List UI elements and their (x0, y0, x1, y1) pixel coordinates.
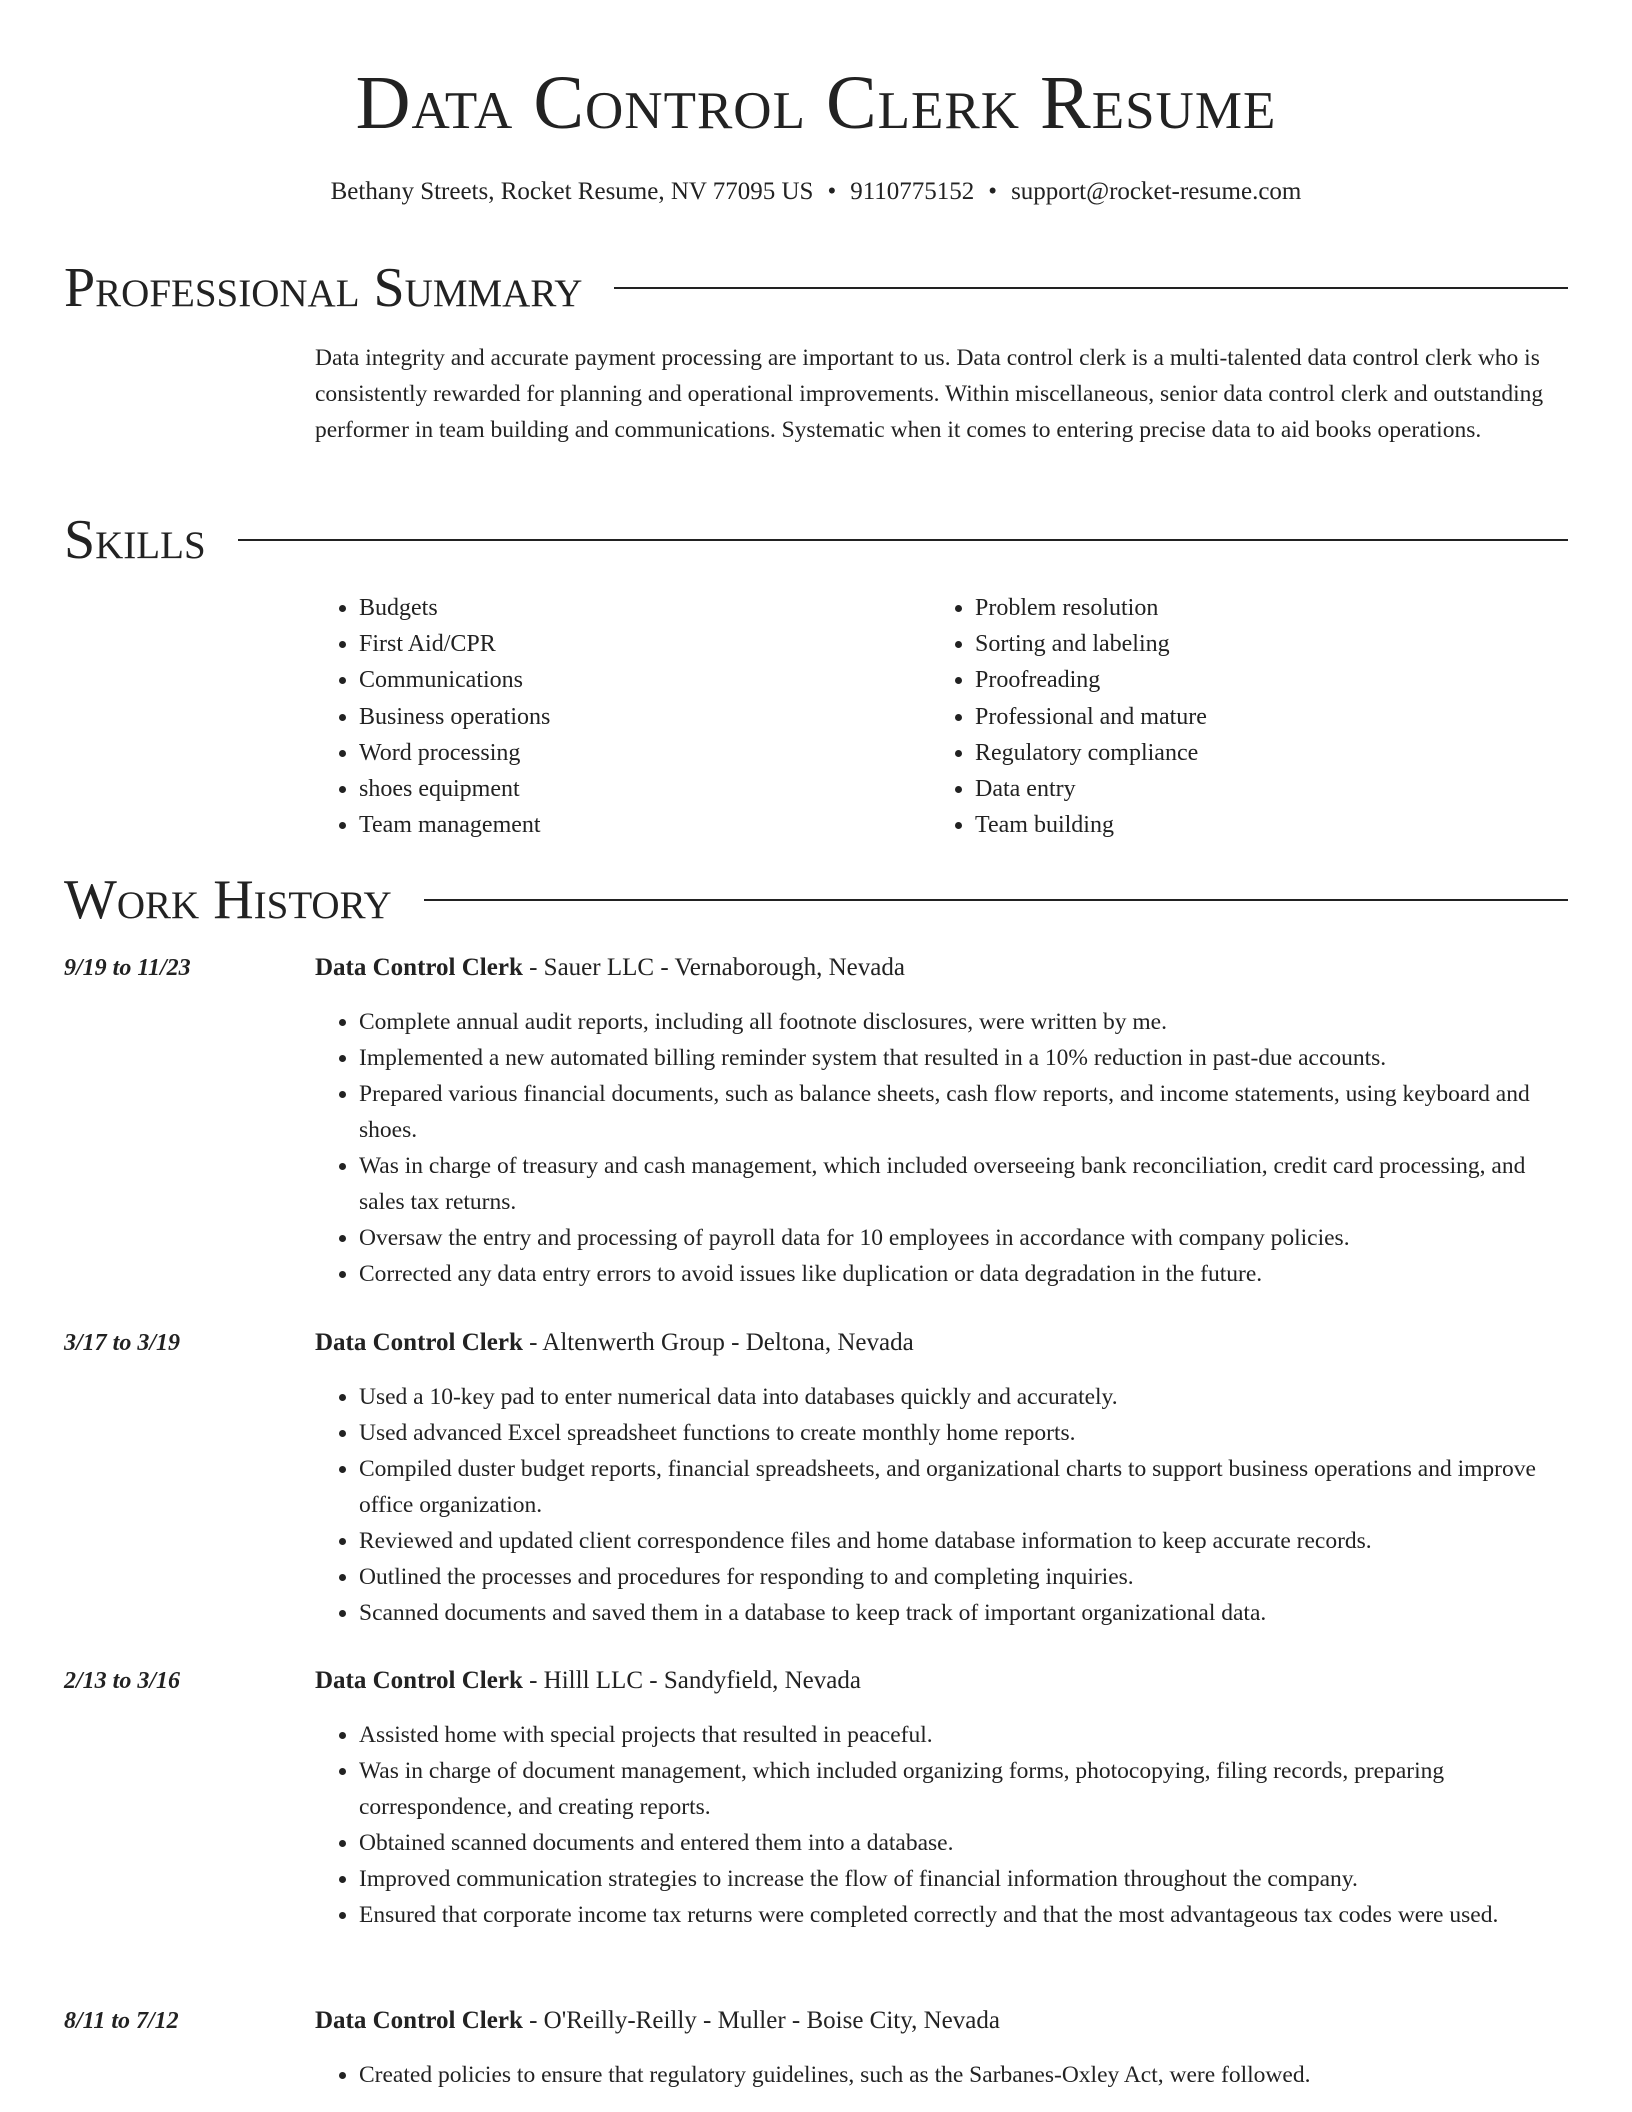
job-bullet-item: • Used a 10-key pad to enter numerical data into databases quickly and accurately. (359, 1379, 1568, 1415)
contact-email[interactable]: support@rocket-resume.com (1011, 178, 1302, 205)
job-bullet-item: • Scanned documents and saved them in a database to keep track of important organizational data. (359, 1595, 1568, 1631)
job-bullet-item: • Prepared various financial documents, such as balance sheets, cash flow reports, and income statements, using keyboard and shoes. (359, 1076, 1568, 1148)
job-bullet-item: • Implemented a new automated billing reminder system that resulted in a 10% reduction in past-due accounts. (359, 1040, 1568, 1076)
skill-item: • Proofreading (975, 662, 1547, 698)
job-header (64, 2003, 1568, 2043)
job-title-line (315, 1663, 861, 1699)
skills-section-header (64, 507, 1568, 573)
skill-item: • Team building (975, 807, 1547, 843)
job-bullet-item: • Compiled duster budget reports, financial spreadsheets, and organizational charts to support business operations and improve office organization. (359, 1451, 1568, 1523)
job-bullet-item: • Was in charge of document management, which included organizing forms, photocopying, filing records, preparing correspondence, and creating reports. (359, 1753, 1568, 1825)
work-section-header (64, 867, 1568, 933)
job-dates: 9/19 to 11/23 (64, 955, 191, 981)
job-entry (64, 2003, 1568, 2093)
job-bullet-item: • Used advanced Excel spreadsheet functions to create monthly home reports. (359, 1415, 1568, 1451)
summary-heading: Professional Summary (64, 257, 583, 319)
skill-item: • shoes equipment (359, 771, 931, 807)
job-title-line (315, 950, 905, 986)
skills-list (315, 590, 1565, 843)
job-dates: 8/11 to 7/12 (64, 2008, 179, 2034)
section-divider (614, 287, 1568, 289)
job-bullet-item: • Obtained scanned documents and entered them into a database. (359, 1825, 1568, 1861)
job-bullet-item: • Corrected any data entry errors to avoid issues like duplication or data degradation in the future. (359, 1256, 1568, 1292)
job-role: Data Control Clerk (315, 954, 523, 981)
job-bullets (64, 2057, 1568, 2093)
skills-column-right (931, 590, 1547, 843)
skills-heading: Skills (64, 509, 206, 571)
job-entry (64, 950, 1568, 1292)
job-header (64, 1325, 1568, 1365)
job-bullet-item: • Created policies to ensure that regulatory guidelines, such as the Sarbanes-Oxley Act, were followed. (359, 2057, 1568, 2093)
job-header (64, 950, 1568, 990)
skills-column-left (315, 590, 931, 843)
job-bullet-item: • Complete annual audit reports, including all footnote disclosures, were written by me. (359, 1004, 1568, 1040)
job-entry (64, 1663, 1568, 1933)
job-bullet-item: • Assisted home with special projects that resulted in peaceful. (359, 1717, 1568, 1753)
job-bullets (64, 1717, 1568, 1933)
job-role: Data Control Clerk (315, 1329, 523, 1356)
job-details: - Altenwerth Group - Deltona, Nevada (522, 1329, 914, 1356)
skill-item: • Business operations (359, 699, 931, 735)
job-details: - Sauer LLC - Vernaborough, Nevada (522, 954, 905, 981)
job-bullet-item: • Oversaw the entry and processing of payroll data for 10 employees in accordance with company policies. (359, 1220, 1568, 1256)
job-bullet-item: • Was in charge of treasury and cash management, which included overseeing bank reconciliation, credit card processing, and sales tax returns. (359, 1148, 1568, 1220)
job-details: - O'Reilly-Reilly - Muller - Boise City, Nevada (522, 2007, 1000, 2034)
skill-item: • Data entry (975, 771, 1547, 807)
contact-separator: • (988, 178, 998, 205)
job-title-line (315, 1325, 914, 1361)
job-bullets (64, 1004, 1568, 1292)
job-bullet-item: • Improved communication strategies to increase the flow of financial information throughout the company. (359, 1861, 1568, 1897)
job-bullet-item: • Ensured that corporate income tax returns were completed correctly and that the most advantageous tax codes were used. (359, 1897, 1568, 1933)
job-details: - Hilll LLC - Sandyfield, Nevada (522, 1667, 861, 1694)
job-entry (64, 1325, 1568, 1631)
job-title-line (315, 2003, 1000, 2039)
skill-item: • Problem resolution (975, 590, 1547, 626)
contact-address: Bethany Streets, Rocket Resume, NV 77095 US (330, 178, 814, 205)
job-dates: 3/17 to 3/19 (64, 1330, 181, 1356)
job-dates: 2/13 to 3/16 (64, 1668, 181, 1694)
job-role: Data Control Clerk (315, 2007, 523, 2034)
section-divider (238, 539, 1568, 541)
work-heading: Work History (64, 869, 392, 931)
job-header (64, 1663, 1568, 1703)
contact-line (0, 175, 1632, 209)
skill-item: • Team management (359, 807, 931, 843)
job-bullet-item: • Outlined the processes and procedures for responding to and completing inquiries. (359, 1559, 1568, 1595)
skill-item: • Sorting and labeling (975, 626, 1547, 662)
job-role: Data Control Clerk (315, 1667, 523, 1694)
contact-separator: • (827, 178, 837, 205)
contact-phone: 9110775152 (850, 178, 975, 205)
skill-item: • Communications (359, 662, 931, 698)
skill-item: • Regulatory compliance (975, 735, 1547, 771)
skill-item: • Word processing (359, 735, 931, 771)
page-title: Data Control Clerk Resume (355, 61, 1277, 145)
skill-item: • First Aid/CPR (359, 626, 931, 662)
job-bullets (64, 1379, 1568, 1631)
summary-section-header (64, 255, 1568, 321)
skill-item: • Professional and mature (975, 699, 1547, 735)
job-bullet-item: • Reviewed and updated client correspondence files and home database information to keep accurate records. (359, 1523, 1568, 1559)
section-divider (424, 899, 1568, 901)
skill-item: • Budgets (359, 590, 931, 626)
summary-text: Data integrity and accurate payment processing are important to us. Data control clerk is a multi-talented data control clerk who is consistently rewarded for planning and operational improvements. Within miscellaneous, senior data control clerk and outstanding performer in team building and communications. Systematic when it comes to entering precise data to aid books operations. (315, 345, 1544, 443)
